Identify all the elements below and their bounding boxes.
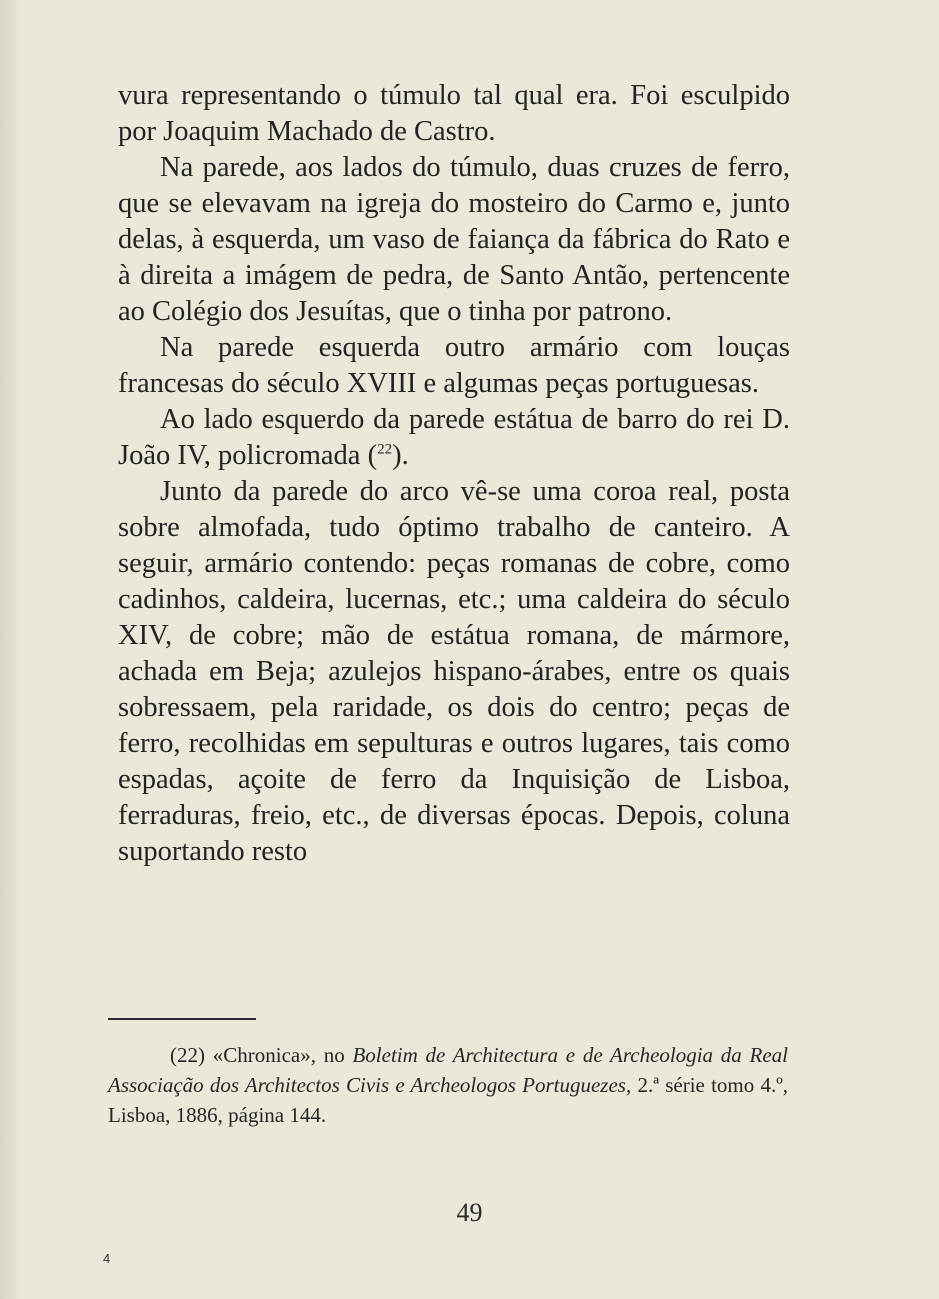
body-text bbox=[118, 78, 790, 870]
paragraph-2: Na parede, aos lados do túmulo, duas cruzes de ferro, que se elevavam na igreja do mosteiro do Carmo e, junto delas, à esquerda, um vaso de faiança da fábrica do Rato e à direita a imágem de pedra, de Santo Antão, pertencente ao Colégio dos Jesuítas, que o tinha por patrono. bbox=[118, 152, 790, 327]
paragraph-4 bbox=[118, 402, 790, 474]
paragraph-3: Na parede esquerda outro armário com louças francesas do século XVIII e algumas peças portuguesas. bbox=[118, 332, 790, 399]
signature-mark: 4 bbox=[103, 1251, 111, 1266]
paragraph-4-close: ). bbox=[392, 440, 409, 471]
footnote-source: «Chronica», no bbox=[212, 1043, 345, 1067]
page-edge bbox=[0, 0, 22, 1299]
footnote-journal: Boletim de Architectura e de Archeologia da Real Associação dos Architectos Civis e Archeologos Portuguezes, bbox=[108, 1043, 789, 1097]
footnote-text bbox=[108, 1040, 788, 1130]
paragraph-5: Junto da parede do arco vê-se uma coroa real, posta sobre almofada, tudo óptimo trabalho de canteiro. A seguir, armário contendo: peças romanas de cobre, como cadinhos, caldeira, lucernas, etc.; uma caldeira do século XIV, de cobre; mão de estátua romana, de mármore, achada em Beja; azulejos hispano-árabes, entre os quais sobressaem, pela raridade, os dois do centro; peças de ferro, recolhidas em sepulturas e outros lugares, tais como espadas, açoite de ferro da Inquisição de Lisboa, ferraduras, freio, etc., de diversas épocas. Depois, coluna suportando resto bbox=[118, 476, 790, 867]
footnote-marker: (22) bbox=[170, 1043, 205, 1067]
footnote bbox=[108, 1040, 788, 1130]
footnote-details: 2.ª série tomo 4.º, Lisboa, 1886, página 144. bbox=[108, 1073, 788, 1127]
footnote-divider bbox=[108, 1018, 256, 1020]
page-number: 49 bbox=[456, 1198, 483, 1227]
paragraph-1: vura representando o túmulo tal qual era. Foi esculpido por Joaquim Machado de Castro. bbox=[118, 80, 790, 147]
paragraph-4-text: Ao lado esquerdo da parede estátua de barro do rei D. João IV, policromada ( bbox=[118, 404, 790, 471]
footnote-reference: 22 bbox=[377, 441, 393, 458]
